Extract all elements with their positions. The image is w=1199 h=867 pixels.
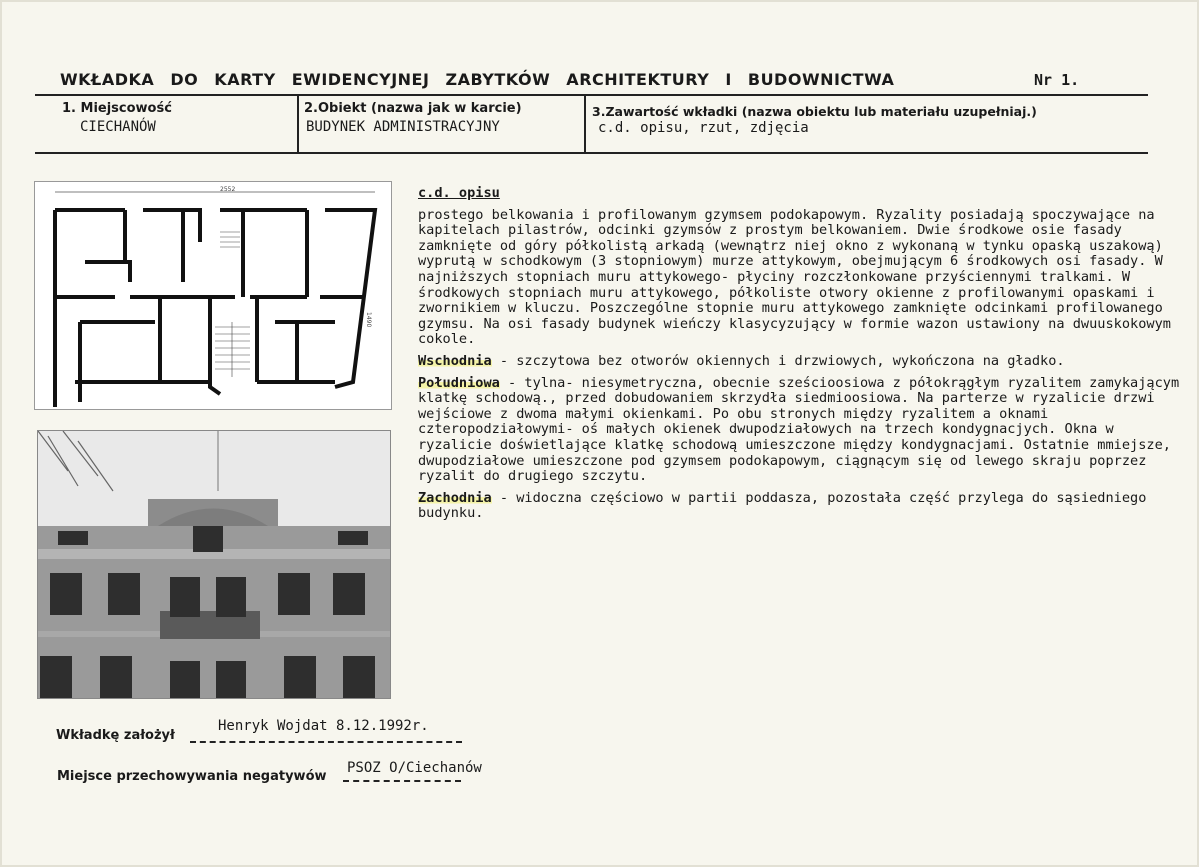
plan-walls bbox=[55, 210, 375, 407]
west-text: - widoczna częściowo w partii poddasza, pozostała część przylega do sąsiedniego budynku. bbox=[418, 489, 1147, 522]
description-text bbox=[418, 186, 1188, 528]
south-label: Południowa bbox=[418, 374, 500, 391]
negatives-line bbox=[343, 780, 461, 782]
building-photo-svg bbox=[38, 431, 390, 698]
author-label: Wkładkę założył bbox=[56, 728, 175, 743]
floor-plan-svg bbox=[35, 182, 391, 409]
east-elevation-paragraph bbox=[418, 354, 1188, 370]
dimension-top-label: 2552 bbox=[220, 186, 236, 193]
description-heading: c.d. opisu bbox=[418, 185, 500, 201]
east-text: - szczytowa bez otworów okiennych i drzwiowych, wykończona na gładko. bbox=[491, 352, 1065, 369]
building-photo bbox=[37, 430, 391, 699]
author-value: Henryk Wojdat 8.12.1992r. bbox=[218, 718, 429, 734]
card-number: Nr 1. bbox=[1034, 71, 1080, 89]
miejscowosc-value: CIECHANÓW bbox=[80, 119, 156, 135]
author-line bbox=[190, 741, 462, 743]
zawartosc-label: 3.Zawartość wkładki (nazwa obiektu lub materiału uzupełniaj.) bbox=[592, 104, 1037, 119]
floor-plan-drawing bbox=[34, 181, 392, 410]
west-label: Zachodnia bbox=[418, 489, 492, 506]
facade-paragraph: prostego belkowania i profilowanym gzymsem podokapowym. Ryzality posiadają spoczywające na kapitelach pilastrów, odcinki gzymsów z prostym belkowaniem. Dwie środkowe osie fasady zamknięte od góry półkolistą arkadą (wewnątrz niej okno z wykonaną w tynku opaską uszakową) wyprutą w schodkowym (3 stopniowym) murze attykowym, obejmującym 6 środkowych osi fasady. W najniższych stopniach muru attykowego- płyciny rozczłonkowane przyściennymi tralkami. W środkowych stopniach muru attykowego, półkoliste otwory okienne z profilowanymi opaskami i zwornikiem w kluczu. Poszczególne stopnie muru attykowego zamknięte odcinkami profilowanego gzymsu. Na osi fasady budynek wieńczy klasycyzujący w formie wazon ustawiony na dwuuskokowym cokole. bbox=[418, 206, 1171, 348]
negatives-label: Miejsce przechowywania negatywów bbox=[57, 769, 327, 784]
negatives-value: PSOZ O/Ciechanów bbox=[347, 760, 482, 776]
miejscowosc-label: 1. Miejscowość bbox=[62, 101, 172, 116]
west-elevation-paragraph bbox=[418, 491, 1188, 522]
card-title: WKŁADKA DO KARTY EWIDENCYJNEJ ZABYTKÓW ARCHITEKTURY I BUDOWNICTWA bbox=[60, 70, 895, 89]
header-rule-bottom bbox=[35, 152, 1148, 154]
header-rule-top bbox=[35, 94, 1148, 96]
east-label: Wschodnia bbox=[418, 352, 492, 369]
obiekt-value: BUDYNEK ADMINISTRACYJNY bbox=[306, 119, 500, 135]
zawartosc-value: c.d. opisu, rzut, zdjęcia bbox=[598, 120, 809, 136]
dimension-side-label: 1490 bbox=[365, 312, 372, 328]
south-elevation-paragraph bbox=[418, 376, 1188, 485]
field-divider-2 bbox=[584, 96, 586, 152]
south-text: - tylna- niesymetryczna, obecnie sześcioosiowa z półokrągłym ryzalitem zamykającym klatkę schodową., przed dobudowaniem skrzydła siedmioosiowa. Na parterze w ryzalicie drzwi wejściowe z dwoma małymi okienkami. Po obu stronych między ryzalitem a oknami czteropodziałowymi- oś małych okienek dwupodziałowych na trzech kondygnacjych. Okna w ryzalicie doświetlające klatkę schodową umieszczone między kondygnacjami. Ostatnie mmiejsze, dwupodziałowe umieszczone pod gzymsem podokapowym, ciągnącym się od lewego skraju poprzez ryzalit do drugiego szczytu. bbox=[418, 374, 1180, 485]
obiekt-label: 2.Obiekt (nazwa jak w karcie) bbox=[304, 101, 522, 116]
field-divider-1 bbox=[297, 96, 299, 152]
